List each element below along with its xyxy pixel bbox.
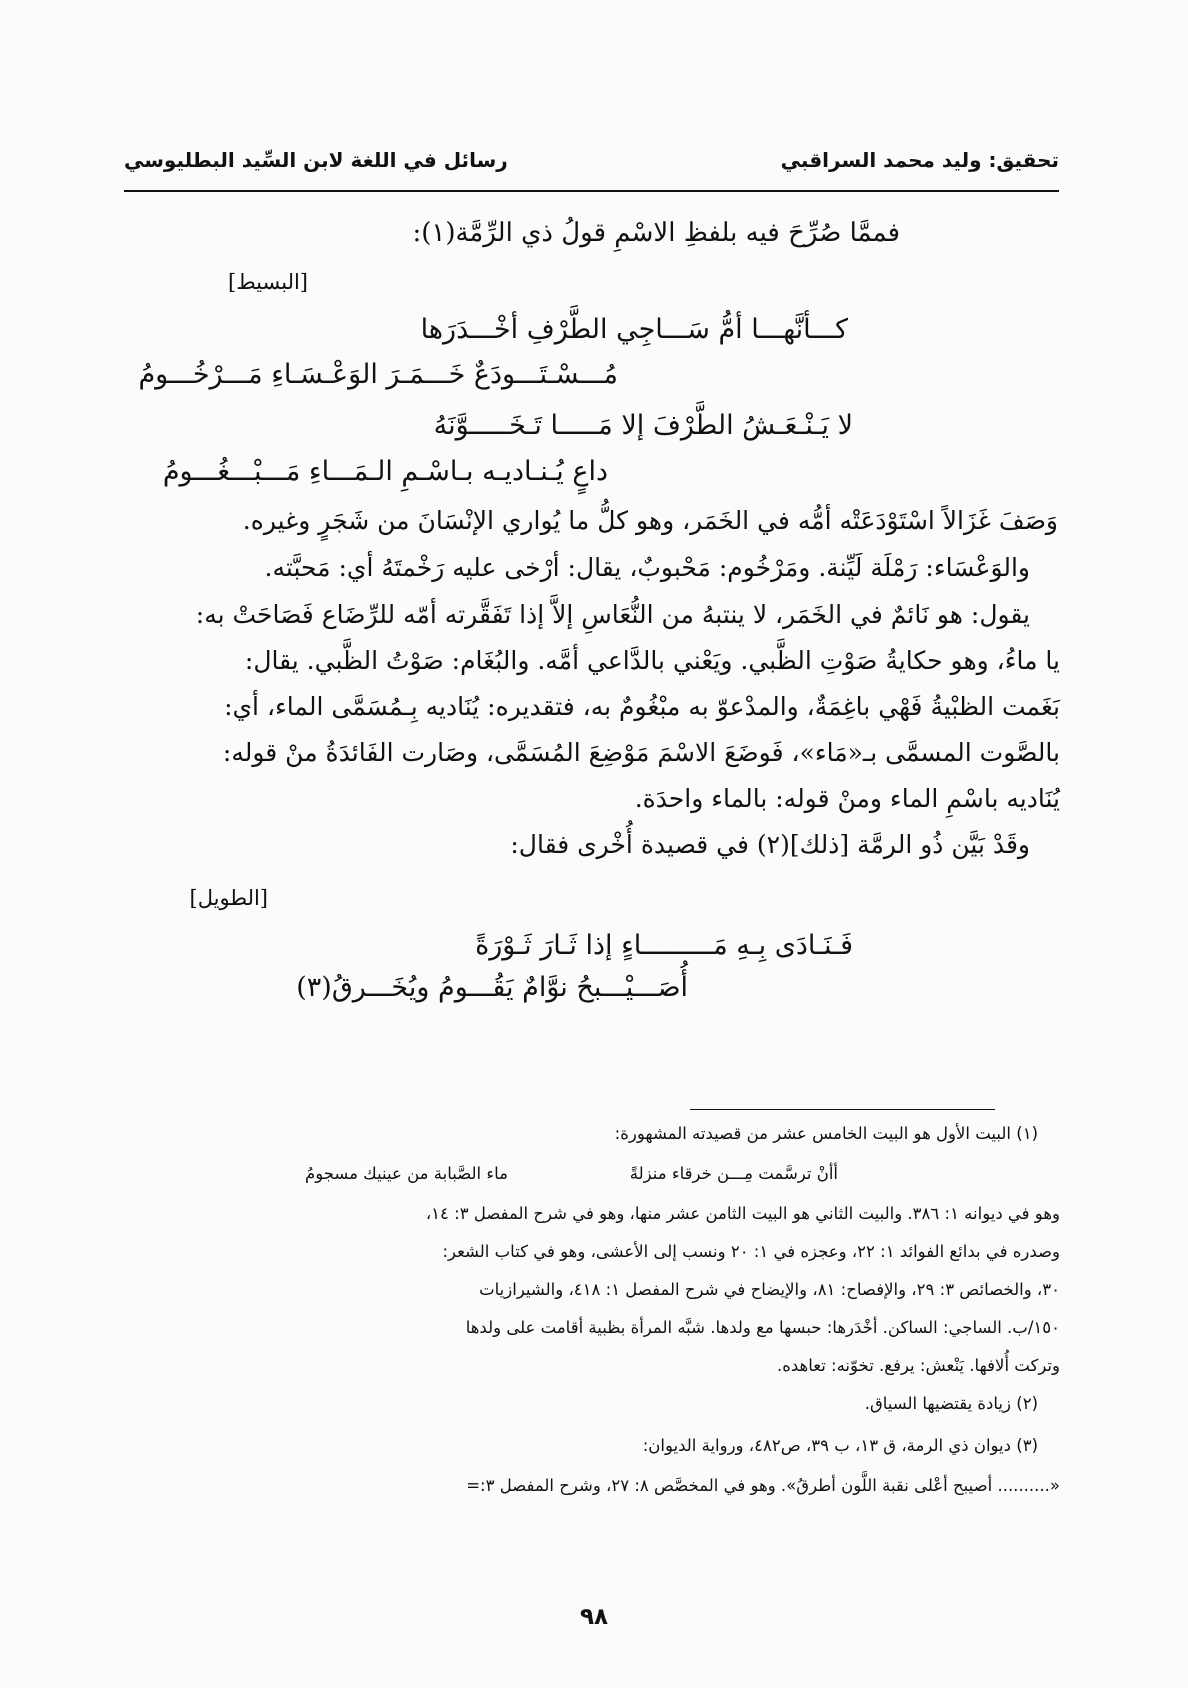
commentary-line: يقول: هو نَائمٌ في الخَمَر، لا ينتبهُ من النُّعَاسِ إلاَّ إذا تَفَقَّرته أمّه للرِّضَاع فَصَاحَتْ به: (195, 600, 1030, 629)
commentary-line: والوَعْسَاء: رَمْلَة لَيِّنة. ومَرْخُوم: مَحْبوبٌ، يقال: أرْخى عليه رَخْمتَهُ أي: مَحبَّته. (264, 553, 1030, 582)
commentary-line: يُنَاديه باسْمِ الماء ومنْ قوله: بالماء واحدَة. (634, 784, 1060, 813)
footnote-line: ١٥٠/ب. الساجي: الساكن. أخْدَرها: حبسها مع ولدها. شبَّه المرأة بظبية أقامت على ولدها (465, 1318, 1060, 1337)
footnote-1-intro: (١) البيت الأول هو البيت الخامس عشر من قصيدته المشهورة: (614, 1124, 1038, 1143)
book-title: رسائل في اللغة لابن السِّيد البطليوسي (124, 148, 508, 172)
verse-line: أُصَـــيْـــبحُ نوَّامٌ يَقُـــومُ ويُخَـــرقُ(٣) (296, 972, 688, 1003)
footnote-3-line: «.......... أصيبح أعْلى نقبة اللَّون أطرقُ». وهو في المخصَّص ٨: ٢٧، وشرح المفصل ٣:= (466, 1476, 1060, 1495)
footnote-1-verse-b: ماء الصَّبابة من عينيك مسجومُ (304, 1164, 508, 1183)
footnote-line: وتركت أُلافها. يَنْعش: يرفع. تخوّنه: تعاهده. (776, 1356, 1060, 1375)
footnote-3-intro: (٣) ديوان ذي الرمة، ق ١٣، ب ٣٩، ص٤٨٢، ورواية الديوان: (642, 1436, 1038, 1455)
footnote-line: ٣٠، والخصائص ٣: ٢٩، والإفصاح: ٨١، والإيضاح في شرح المفصل ١: ٤١٨، والشيرازيات (479, 1280, 1060, 1299)
intro-line: فممَّا صُرِّحَ فيه بلفظِ الاسْمِ قولُ ذي الرِّمَّة(١): (412, 218, 900, 248)
commentary-line: يا ماءُ، وهو حكايةُ صَوْتِ الظَّبي. ويَعْني بالدَّاعي أمَّه. والبُغَام: صَوْتُ الظَّبي. يقال: (244, 646, 1060, 675)
verse-line: لا يَـنْـعَـشُ الطَّرْفَ إلا مَـــــا تَـخَـــــوَّنَهُ (433, 410, 853, 441)
commentary-line: بَغَمت الظبْيةُ فَهْي باغِمَةٌ، والمدْعوّ به مبْغُومٌ به، فتقديره: يُنَاديه بِـمُسَمَّى الماء، أي: (224, 692, 1060, 721)
header-rule (124, 190, 1059, 192)
footnote-1-verse-a: أأنْ ترسَّمت مِـــن خرقاء منزلةً (629, 1164, 838, 1183)
meter-label-basit: [البسيط] (228, 270, 308, 294)
editor-credit: تحقيق: وليد محمد السراقبي (780, 148, 1059, 172)
commentary-line: بالصَّوت المسمَّى بـ«مَاء»، فَوضَعَ الاسْمَ مَوْضِعَ المُسَمَّى، وصَارت الفَائدَةُ منْ قوله: (222, 738, 1060, 767)
verse-line: داعٍ يُـنـاديـه بـاسْـمِ الـمَـــاءِ مَـــبْـــغُـــومُ (162, 456, 608, 487)
footnote-line: وصدره في بدائع الفوائد ١: ٢٢، وعجزه في ١: ٢٠ ونسب إلى الأعشى، وهو في كتاب الشعر: (442, 1242, 1060, 1261)
meter-label-tawil: [الطويل] (189, 886, 268, 910)
footnote-line: وهو في ديوانه ١: ٣٨٦. والبيت الثاني هو البيت الثامن عشر منها، وهو في شرح المفصل ٣: ١٤، (425, 1204, 1060, 1223)
footnote-2: (٢) زيادة يقتضيها السياق. (864, 1394, 1038, 1413)
commentary-line: وَصَفَ غَزَالاً اسْتَوْدَعَتْه أمُّه في الخَمَر، وهو كلُّ ما يُواري الإنْسَانَ من شَجَرٍ وغيره. (242, 506, 1058, 535)
commentary-line: وقَدْ بَيَّن ذُو الرمَّة [ذلك](٢) في قصيدة أُخْرى فقال: (510, 830, 1030, 859)
verse-line: فَـنَـادَى بِـهِ مَـــــــــاءٍ إذا ثَـارَ ثَـوْرَةً (475, 930, 853, 961)
page-number: ٩٨ (579, 1604, 609, 1630)
verse-line: كـــأنَّهـــا أمُّ سَـــاجِي الطَّرْفِ أخْـــدَرَها (420, 314, 848, 345)
footnote-rule (690, 1109, 995, 1110)
verse-line: مُـــسْـتَـــودَعٌ خَـــمَـرَ الوَعْـسَـاءِ مَـــرْخُـــومُ (138, 359, 618, 390)
running-header (124, 148, 1059, 172)
